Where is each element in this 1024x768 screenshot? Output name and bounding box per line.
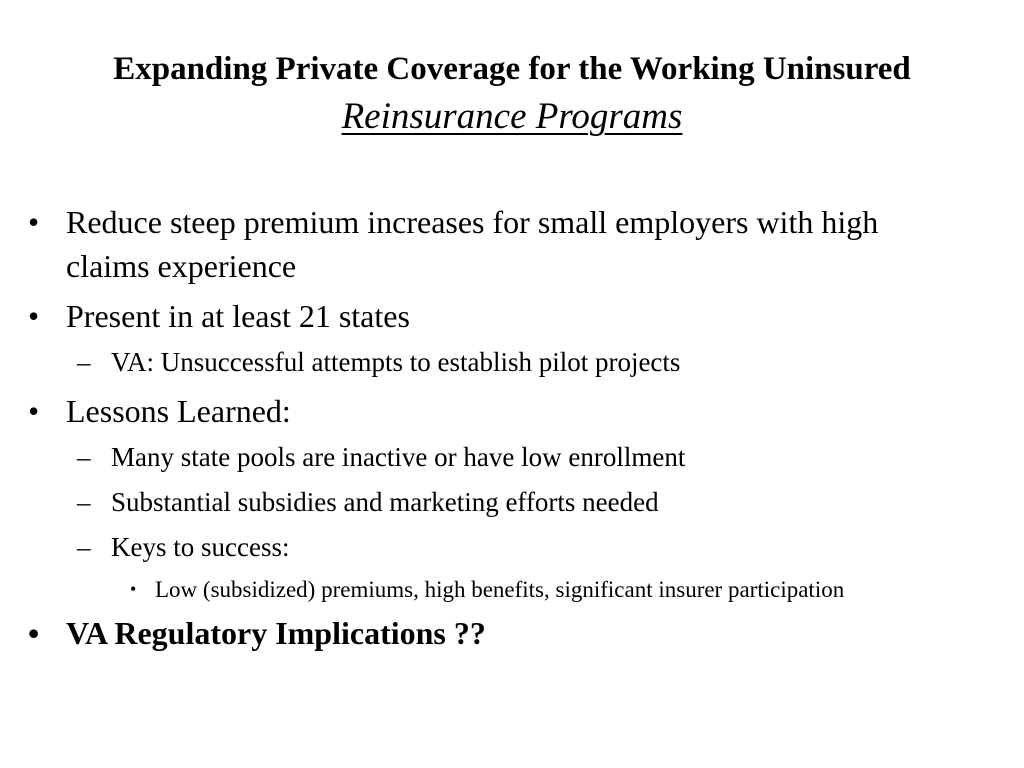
sub-bullet-text: VA: Unsuccessful attempts to establish pilot projects — [111, 347, 681, 377]
bullet-marker: • — [28, 298, 40, 334]
dash-marker: – — [77, 487, 91, 517]
bullet-text: Lessons Learned: — [66, 393, 291, 429]
bullet-list — [0, 200, 1024, 661]
bullet-marker: • — [28, 204, 40, 240]
bullet-marker: • — [28, 615, 40, 651]
sub-sub-bullet-item — [0, 574, 1024, 605]
bullet-item — [0, 611, 1024, 655]
slide-title: Expanding Private Coverage for the Working Uninsured — [113, 51, 911, 87]
bullet-text: VA Regulatory Implications ?? — [66, 615, 486, 651]
slide-subtitle: Reinsurance Programs — [341, 96, 683, 137]
sub-bullet-item — [0, 439, 1024, 476]
sub-bullet-text: Many state pools are inactive or have low enrollment — [111, 442, 686, 472]
sub-bullet-item — [0, 344, 1024, 381]
bullet-marker: • — [28, 393, 40, 429]
dash-marker: – — [77, 347, 91, 377]
sub-sub-bullet-text: Low (subsidized) premiums, high benefits, significant insurer participation — [155, 577, 845, 602]
bullet-item — [0, 200, 1024, 288]
sub-bullet-item — [0, 529, 1024, 566]
bullet-item — [0, 389, 1024, 433]
sub-bullet-text: Substantial subsidies and marketing efforts needed — [111, 487, 659, 517]
sub-bullet-text: Keys to success: — [111, 532, 290, 562]
dash-marker: – — [77, 442, 91, 472]
sub-bullet-item — [0, 484, 1024, 521]
bullet-text: Present in at least 21 states — [66, 298, 410, 334]
bullet-marker: • — [130, 579, 137, 599]
bullet-text: Reduce steep premium increases for small employers with high claims experience — [66, 204, 879, 284]
dash-marker: – — [77, 532, 91, 562]
bullet-item — [0, 294, 1024, 338]
title-block — [0, 46, 1024, 142]
